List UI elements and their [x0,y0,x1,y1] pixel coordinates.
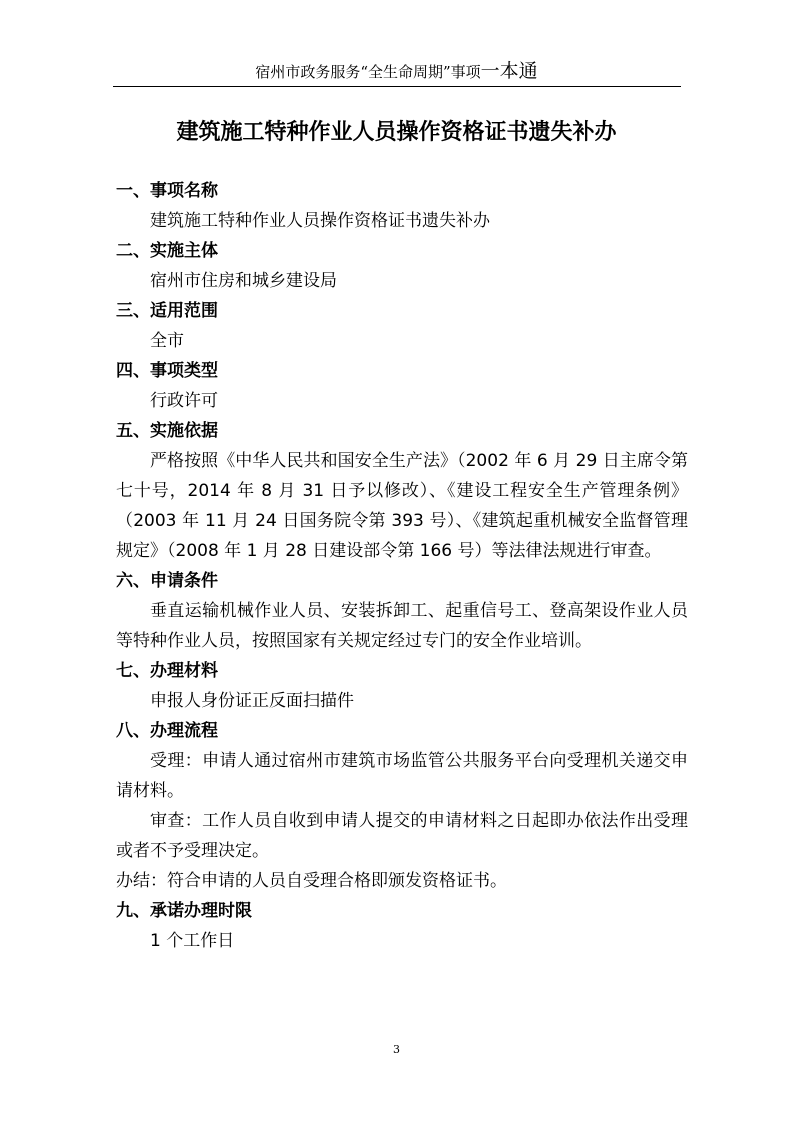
page-number: 3 [393,1043,400,1056]
section-title: 承诺办理时限 [150,901,252,921]
section-number: 八、 [116,721,150,741]
section-heading-6 [116,566,688,596]
section-paragraph: 严格按照《中华人民共和国安全生产法》（2002 年 6 月 29 日主席令第七十号，2014 年 8 月 31 日予以修改）、《建设工程安全生产管理条例》（2003 年 11 月 24 日国务院令第 393 号）、《建筑起重机械安全监督管理规定》（2008 年 1 月 28 日建设部令第 166 号）等法律法规进行审查。 [116,451,688,561]
section-number: 九、 [116,901,150,921]
section-heading-7 [116,656,688,686]
section-paragraph: 宿州市住房和城乡建设局 [150,271,337,291]
section-number: 六、 [116,571,150,591]
document-body [116,176,688,956]
section-paragraph: 垂直运输机械作业人员、安装拆卸工、起重信号工、登高架设作业人员等特种作业人员，按照国家有关规定经过专门的安全作业培训。 [116,601,688,651]
section-number: 三、 [116,301,150,321]
section-title: 事项名称 [150,181,218,201]
running-header [0,61,793,82]
running-header-text: 宿州市政务服务“全生命周期”事项 [255,63,481,81]
section-heading-2 [116,236,688,266]
section-number: 七、 [116,661,150,681]
section-heading-3 [116,296,688,326]
section-paragraph: 受理：申请人通过宿州市建筑市场监管公共服务平台向受理机关递交申请材料。 [116,751,688,801]
running-header-emphasis: 一本通 [480,60,538,82]
section-title: 事项类型 [150,361,218,381]
section-heading-1 [116,176,688,206]
section-heading-9 [116,896,688,926]
section-title: 申请条件 [150,571,218,591]
section-title: 适用范围 [150,301,218,321]
section-number: 一、 [116,181,150,201]
section-heading-4 [116,356,688,386]
section-paragraph: 1 个工作日 [150,931,235,951]
section-heading-5 [116,416,688,446]
document-title: 建筑施工特种作业人员操作资格证书遗失补办 [176,120,617,145]
section-number: 五、 [116,421,150,441]
section-paragraph: 办结：符合申请的人员自受理合格即颁发资格证书。 [116,871,507,891]
section-paragraph: 审查：工作人员自收到申请人提交的申请材料之日起即办依法作出受理或者不予受理决定。 [116,811,688,861]
section-paragraph: 建筑施工特种作业人员操作资格证书遗失补办 [150,211,490,231]
section-title: 办理流程 [150,721,218,741]
section-paragraph: 行政许可 [150,391,218,411]
section-number: 四、 [116,361,150,381]
section-paragraph: 申报人身份证正反面扫描件 [150,691,354,711]
section-title: 实施依据 [150,421,218,441]
section-paragraph: 全市 [150,331,184,351]
section-title: 实施主体 [150,241,218,261]
section-number: 二、 [116,241,150,261]
section-title: 办理材料 [150,661,218,681]
section-heading-8 [116,716,688,746]
header-rule [113,86,681,87]
